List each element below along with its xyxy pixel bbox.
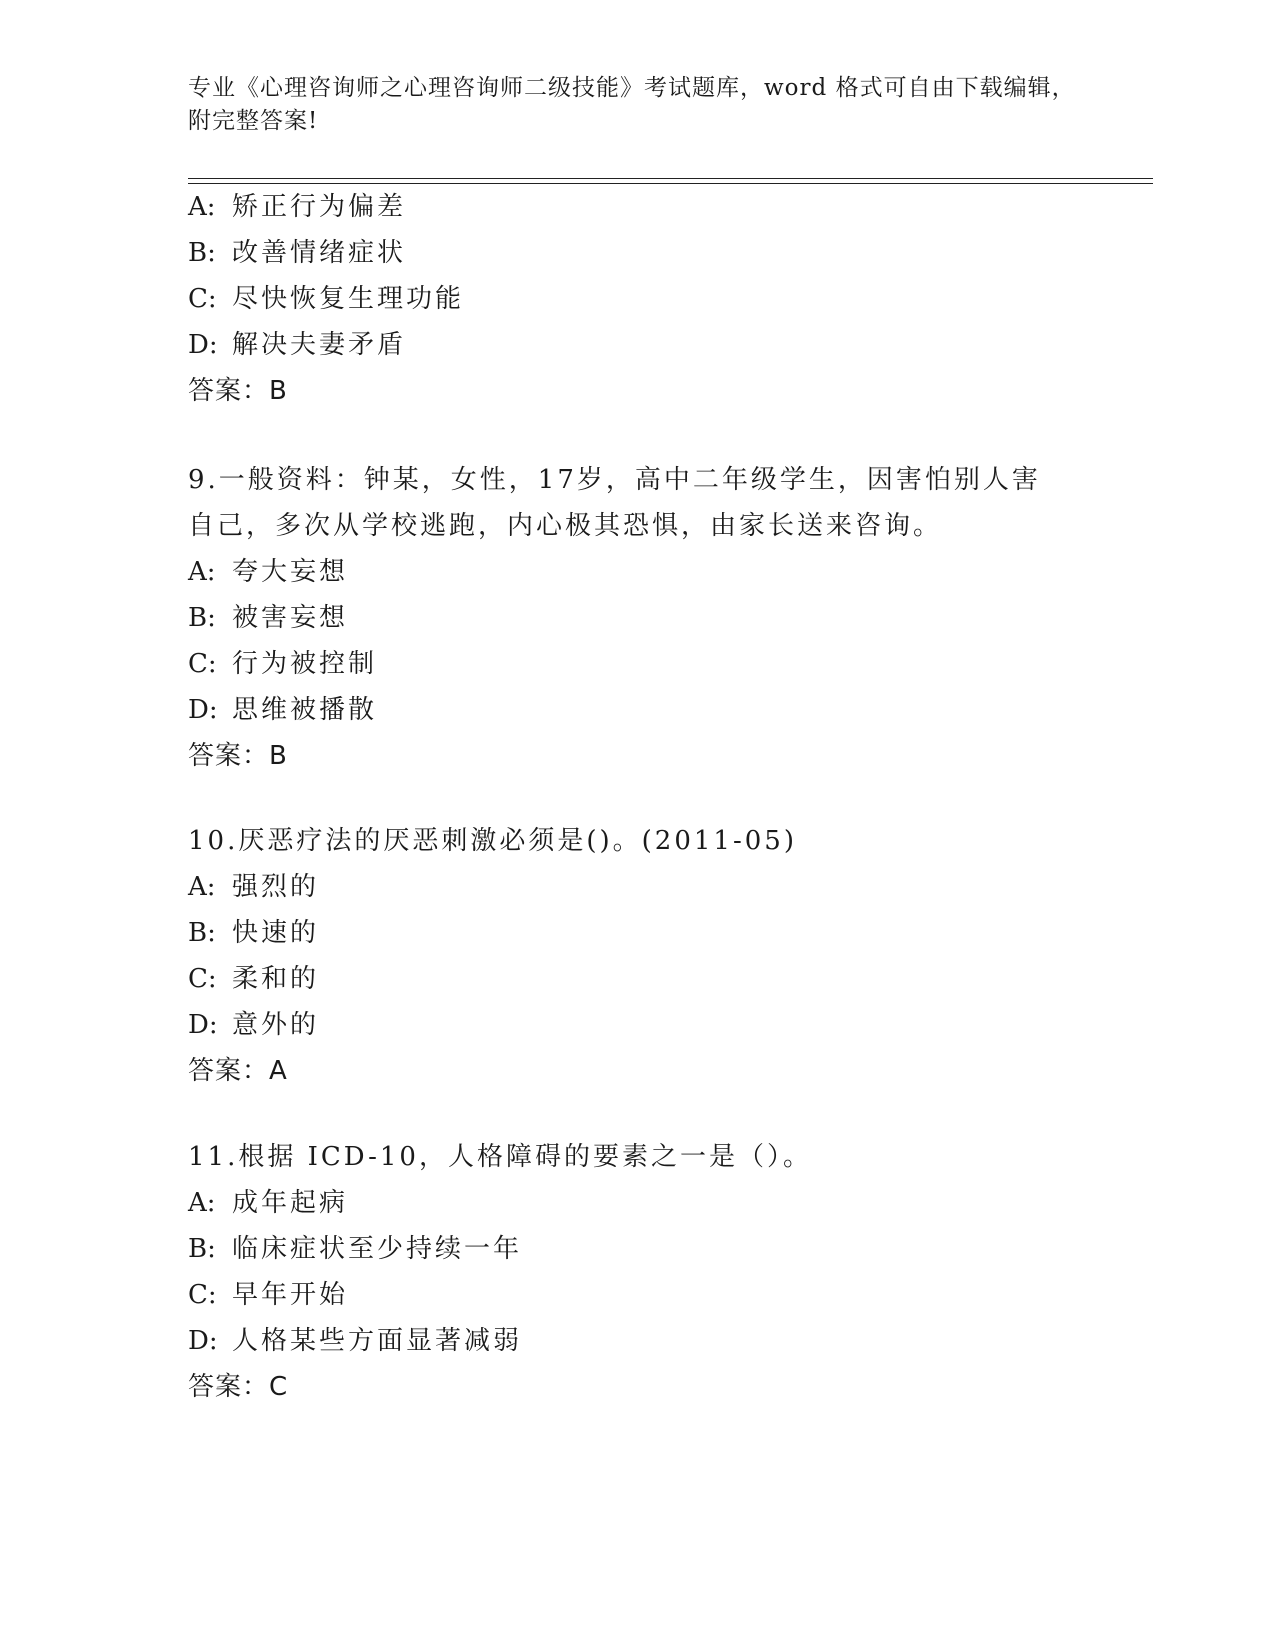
question-9-block <box>188 457 1088 779</box>
option-d <box>188 322 1088 368</box>
option-label: C: <box>188 649 217 679</box>
option-c <box>188 1272 1088 1318</box>
option-c <box>188 276 1088 322</box>
option-b <box>188 1226 1088 1272</box>
option-label: C: <box>188 284 217 314</box>
option-text: 矫正行为偏差 <box>232 192 407 222</box>
answer-line: 答案：C <box>188 1372 289 1402</box>
option-c <box>188 641 1088 687</box>
option-a <box>188 1180 1088 1226</box>
option-text: 行为被控制 <box>232 649 378 679</box>
option-d <box>188 1002 1088 1048</box>
option-text: 解决夫妻矛盾 <box>232 330 407 360</box>
question-text: 10.厌恶疗法的厌恶刺激必须是()。(2011-05) <box>188 826 797 856</box>
option-text: 思维被播散 <box>232 695 378 725</box>
question-text: 11.根据 ICD-10，人格障碍的要素之一是（）。 <box>188 1142 812 1172</box>
option-text: 夸大妄想 <box>232 557 349 587</box>
question-text: 9.一般资料：钟某，女性，17岁，高中二年级学生，因害怕别人害自己，多次从学校逃跑，内心极其恐惧，由家长送来咨询。 <box>188 465 1041 541</box>
option-d <box>188 687 1088 733</box>
option-label: B: <box>188 918 216 948</box>
option-a <box>188 864 1088 910</box>
option-label: D: <box>188 330 218 360</box>
option-label: B: <box>188 1234 216 1264</box>
header-divider-top <box>188 178 1153 179</box>
option-b <box>188 595 1088 641</box>
option-b <box>188 910 1088 956</box>
question-10-block <box>188 818 1088 1094</box>
option-label: C: <box>188 1280 217 1310</box>
question-11-block <box>188 1134 1088 1410</box>
option-label: B: <box>188 603 216 633</box>
option-d <box>188 1318 1088 1364</box>
question-8-block <box>188 184 1088 414</box>
option-text: 早年开始 <box>232 1280 349 1310</box>
option-label: A: <box>188 1188 216 1218</box>
option-text: 强烈的 <box>232 872 320 902</box>
option-text: 人格某些方面显著减弱 <box>232 1326 523 1356</box>
option-text: 柔和的 <box>232 964 320 994</box>
document-header: 专业《心理咨询师之心理咨询师二级技能》考试题库，word 格式可自由下载编辑，附完整答案! <box>188 75 1076 134</box>
option-label: D: <box>188 1010 218 1040</box>
answer-line: 答案：B <box>188 376 288 406</box>
option-label: D: <box>188 1326 218 1356</box>
option-label: D: <box>188 695 218 725</box>
option-text: 被害妄想 <box>232 603 349 633</box>
option-label: B: <box>188 238 216 268</box>
option-a <box>188 549 1088 595</box>
option-text: 改善情绪症状 <box>232 238 407 268</box>
option-text: 尽快恢复生理功能 <box>232 284 465 314</box>
option-label: A: <box>188 557 216 587</box>
option-c <box>188 956 1088 1002</box>
option-text: 临床症状至少持续一年 <box>232 1234 523 1264</box>
answer-line: 答案：A <box>188 1056 288 1086</box>
option-label: C: <box>188 964 217 994</box>
option-b <box>188 230 1088 276</box>
option-text: 快速的 <box>232 918 320 948</box>
answer-line: 答案：B <box>188 741 288 771</box>
option-a <box>188 184 1088 230</box>
option-text: 成年起病 <box>232 1188 349 1218</box>
option-text: 意外的 <box>232 1010 320 1040</box>
option-label: A: <box>188 192 216 222</box>
option-label: A: <box>188 872 216 902</box>
